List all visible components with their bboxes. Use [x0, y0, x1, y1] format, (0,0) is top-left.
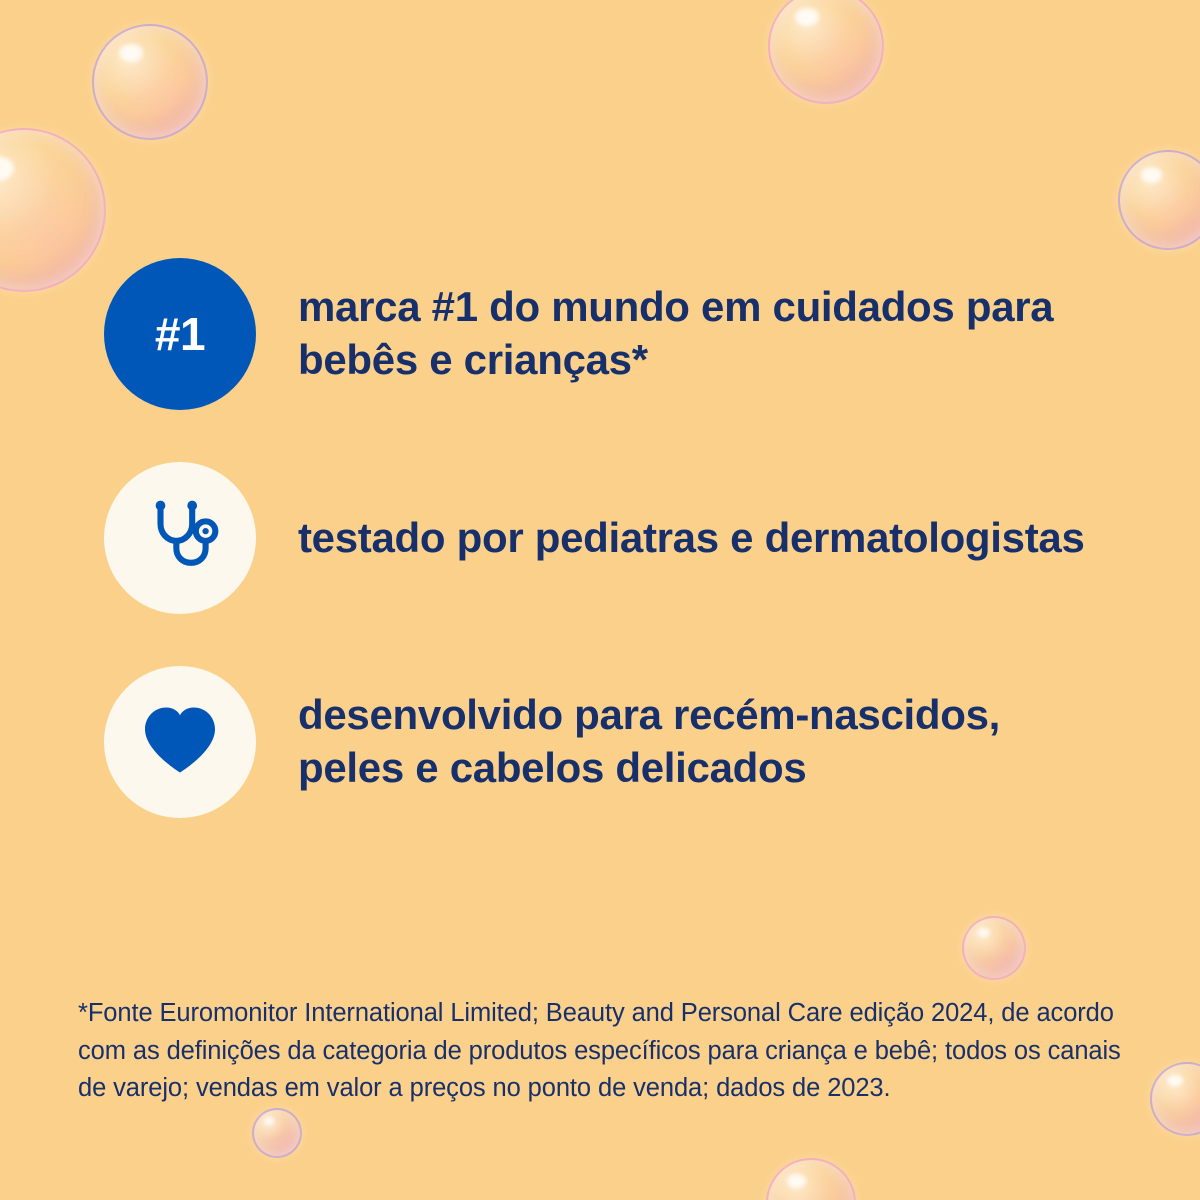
claim-text: marca #1 do mundo em cuidados para bebês e crianças*	[298, 283, 1054, 383]
bubble-decoration	[768, 0, 884, 104]
number-one-badge	[104, 258, 256, 410]
stethoscope-icon	[141, 497, 219, 580]
bubble-decoration	[1118, 150, 1200, 250]
claim-text: desenvolvido para recém-nascidos, peles e cabelos delicados	[298, 691, 1001, 791]
bubble-decoration	[766, 1158, 856, 1200]
footnote: *Fonte Euromonitor International Limited; Beauty and Personal Care edição 2024, de acordo com as definições da categoria de produtos específicos para criança e bebê; todos os canais de varejo; vendas em valor a preços no ponto de venda; dados de 2023.	[78, 999, 1121, 1103]
claim-row	[104, 666, 1114, 818]
claim-row	[104, 462, 1114, 614]
heart-badge	[104, 666, 256, 818]
stethoscope-badge	[104, 462, 256, 614]
bubble-decoration	[0, 128, 106, 292]
bubble-decoration	[962, 916, 1026, 980]
claims-list	[104, 258, 1114, 870]
heart-icon	[140, 703, 220, 782]
claim-row	[104, 258, 1114, 410]
bubble-decoration	[252, 1108, 302, 1158]
claim-text: testado por pediatras e dermatologistas	[298, 513, 1085, 561]
bubble-decoration	[92, 24, 208, 140]
bubble-decoration	[1150, 1062, 1200, 1136]
number-one-badge-label: #1	[154, 308, 206, 360]
